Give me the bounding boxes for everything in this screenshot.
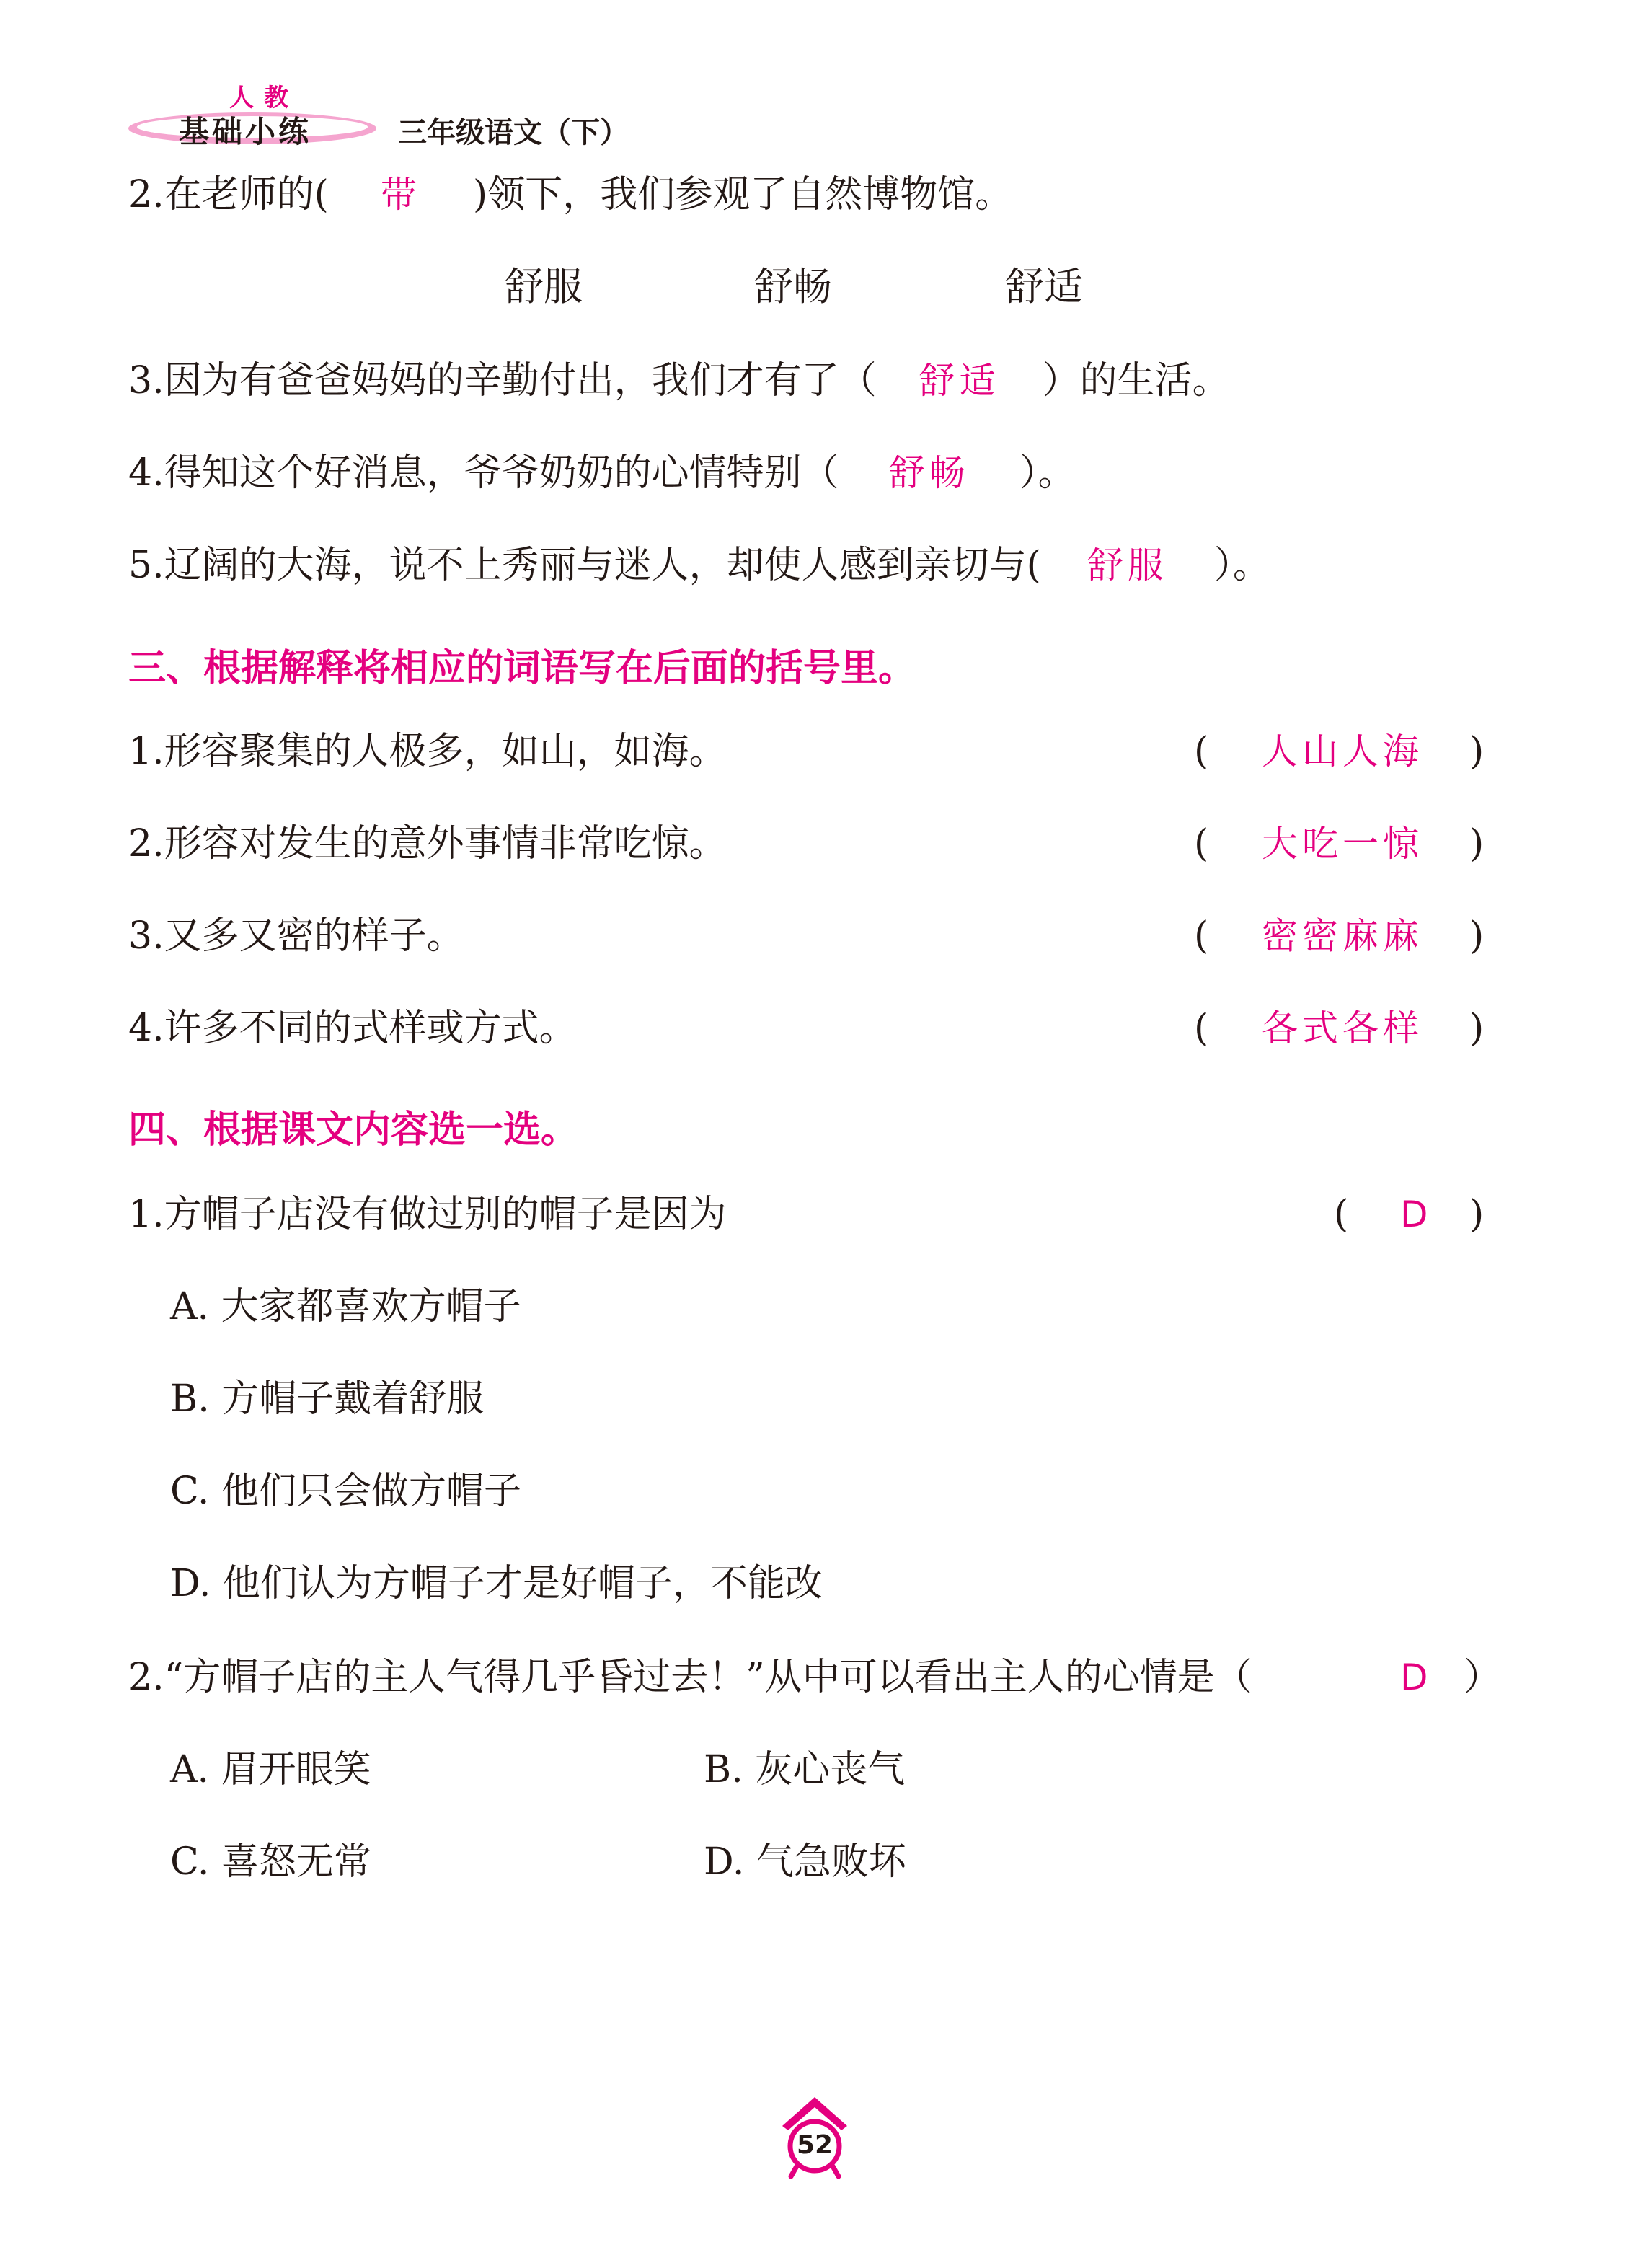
question-number: 2. <box>128 173 164 216</box>
section-4-title: 四、根据课文内容选一选。 <box>128 1108 579 1152</box>
choice-option-d: D. 他们认为方帽子才是好帽子，不能改 <box>170 1562 823 1605</box>
word-bank-item-2: 舒畅 <box>754 264 832 309</box>
item-text: 又多又密的样子。 <box>164 914 464 958</box>
page-number-badge <box>775 2091 854 2185</box>
question-text-after: ）。 <box>1213 544 1270 587</box>
part3-item-1-answer: 人山人海 <box>1262 731 1423 772</box>
choice-option-c: C. 他们只会做方帽子 <box>170 1470 521 1513</box>
paren-open: ( <box>1194 914 1209 958</box>
part3-item-3-text <box>128 913 464 959</box>
item-text: 形容对发生的意外事情非常吃惊。 <box>164 822 727 865</box>
question-text-before: 在老师的( <box>164 173 329 216</box>
item-number: 1. <box>128 730 164 773</box>
part3-item-3-answer: 密密麻麻 <box>1262 915 1423 957</box>
publisher-label: 人教 <box>229 84 298 112</box>
choice-option-a: A. 眉开眼笑 <box>170 1748 371 1791</box>
section-3-title: 三、根据解释将相应的词语写在后面的括号里。 <box>128 647 916 690</box>
question-number: 1. <box>128 1193 164 1236</box>
subject-label: 三年级语文（下） <box>398 116 629 149</box>
question-text-before: 辽阔的大海，说不上秀丽与迷人，却使人感到亲切与( <box>164 544 1041 587</box>
question-text-before: 得知这个好消息，爷爷奶奶的心情特别（ <box>164 451 839 495</box>
question-4-line <box>128 450 1076 496</box>
question-2-line <box>128 172 1012 218</box>
choice-option-b: B. 方帽子戴着舒服 <box>170 1377 485 1421</box>
answer-text: 舒适 <box>919 360 1000 402</box>
question-number: 5. <box>128 544 164 587</box>
word-bank-item-3: 舒适 <box>1005 264 1083 309</box>
choice-option-c: C. 喜怒无常 <box>170 1840 371 1884</box>
question-text-before: 因为有爸爸妈妈的辛勤付出，我们才有了（ <box>164 359 877 402</box>
word-bank-item-1: 舒服 <box>505 264 583 309</box>
page-number: 52 <box>796 2130 833 2160</box>
paren-open: ( <box>1194 1007 1209 1050</box>
part4-question-1 <box>128 1191 727 1237</box>
part4-question-2-answer: D <box>1400 1656 1433 1698</box>
part3-item-4-answer: 各式各样 <box>1262 1007 1423 1049</box>
paren-close: ) <box>1469 1007 1485 1050</box>
question-number: 4. <box>128 451 164 495</box>
part4-question-1-answer: D <box>1400 1193 1433 1235</box>
paren-close: ） <box>1464 1656 1502 1699</box>
question-text-after: )领下，我们参观了自然博物馆。 <box>472 173 1013 216</box>
answer-text: 舒畅 <box>888 452 970 494</box>
paren-open: ( <box>1334 1193 1349 1236</box>
paren-close: ) <box>1469 914 1485 958</box>
part3-item-4-text <box>128 1005 577 1051</box>
paren-close: ) <box>1469 730 1485 773</box>
item-text: 形容聚集的人极多，如山，如海。 <box>164 730 727 773</box>
paren-close: ) <box>1469 1193 1485 1236</box>
answer-text: 带 <box>380 174 421 216</box>
question-text-after: ）。 <box>1019 451 1076 495</box>
question-text: 方帽子店没有做过别的帽子是因为 <box>164 1193 727 1236</box>
part3-item-2-text <box>128 821 727 867</box>
question-5-line <box>128 542 1270 588</box>
question-number: 3. <box>128 359 164 402</box>
paren-open: ( <box>1194 822 1209 865</box>
series-title: 基础小练 <box>179 114 312 149</box>
part3-item-2-answer: 大吃一惊 <box>1262 823 1423 865</box>
part3-item-1-text <box>128 728 727 775</box>
question-3-line <box>128 358 1230 404</box>
item-number: 2. <box>128 822 164 865</box>
choice-option-d: D. 气急败坏 <box>704 1840 906 1884</box>
answer-text: 舒服 <box>1087 544 1168 586</box>
item-number: 4. <box>128 1007 164 1050</box>
item-number: 3. <box>128 914 164 958</box>
choice-option-a: A. 大家都喜欢方帽子 <box>170 1285 521 1328</box>
part4-question-2 <box>128 1654 1252 1700</box>
paren-close: ) <box>1469 822 1485 865</box>
question-number: 2. <box>128 1656 164 1699</box>
question-text: “方帽子店的主人气得几乎昏过去！”从中可以看出主人的心情是（ <box>164 1656 1252 1699</box>
item-text: 许多不同的式样或方式。 <box>164 1007 577 1050</box>
question-text-after: ）的生活。 <box>1042 359 1230 402</box>
choice-option-b: B. 灰心丧气 <box>704 1748 906 1791</box>
paren-open: ( <box>1194 730 1209 773</box>
